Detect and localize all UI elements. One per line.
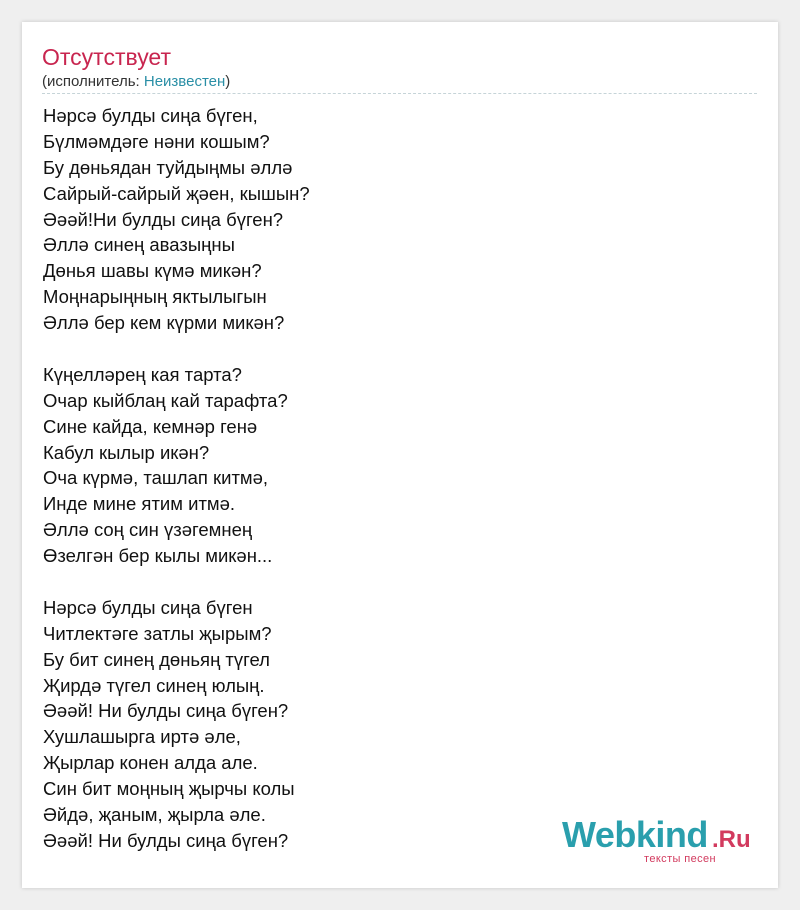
lyric-line: Инде мине ятим итмә.: [43, 493, 236, 515]
logo-tld: .Ru: [712, 826, 751, 853]
lyric-line: Бүлмәмдәге нәни кошым?: [43, 130, 270, 152]
header-divider: [42, 93, 757, 94]
logo-wordmark: Webkind: [562, 814, 708, 855]
lyric-line: Оча күрмә, ташлап китмә,: [43, 467, 269, 489]
lyric-line: Әллә бер кем күрми микән?: [43, 312, 285, 334]
lyric-line: Хушлашырга иртә әле,: [43, 726, 241, 748]
lyric-line: Әллә соң син үзәгемнең: [43, 519, 253, 541]
stanza-gap: [43, 569, 310, 595]
stanza-3: [43, 595, 310, 854]
lyric-line: Күңелләрең кая тарта?: [43, 363, 242, 385]
lyric-line: Сине кайда, кемнәр генә: [43, 415, 258, 437]
lyric-line: Син бит моңның җырчы колы: [43, 778, 295, 800]
lyrics-card: [22, 22, 778, 888]
lyric-line: Әәәй!Ни булды сиңа бүген?: [43, 208, 284, 230]
lyric-line: Әәәй! Ни булды сиңа бүген?: [43, 700, 289, 722]
performer-suffix: ): [225, 73, 231, 90]
lyric-line: Нәрсә булды сиңа бүген,: [43, 105, 258, 126]
lyric-line: Әллә синең авазыңны: [43, 234, 235, 256]
lyric-line: Дөнья шавы күмә микән?: [43, 260, 262, 282]
lyric-line: Очар кыйблаң кай тарафта?: [43, 389, 288, 411]
lyric-line: Бу дөньядан туйдыңмы әллә: [43, 156, 293, 178]
lyric-line: Читлектәге затлы җырым?: [43, 622, 272, 644]
lyric-line: Әәәй! Ни булды сиңа бүген?: [43, 829, 289, 851]
song-title: Отсутствует: [42, 44, 171, 70]
lyric-line: Өзелгән бер кылы микән...: [43, 545, 273, 567]
performer-link[interactable]: Неизвестен: [143, 73, 226, 90]
lyric-line: Җырлар конен алда але.: [43, 752, 258, 774]
lyrics-text: [43, 103, 310, 854]
lyric-line: Кабул кылыр икән?: [43, 441, 210, 463]
lyric-line: Сайрый-сайрый җәен, кышын?: [43, 182, 310, 204]
lyric-line: Әйдә, җаным, җырла әле.: [43, 804, 266, 826]
lyric-line: Җирдә түгел синең юлың.: [43, 674, 265, 696]
lyric-line: Бу бит синең дөньяң түгел: [43, 648, 270, 670]
stanza-1: [43, 103, 310, 336]
lyric-line: Моңнарыңның яктылыгын: [43, 286, 267, 308]
stanza-gap: [43, 336, 310, 362]
stanza-2: [43, 362, 310, 569]
performer-line: [42, 73, 230, 91]
logo-tagline: тексты песен: [644, 853, 717, 865]
webkind-logo[interactable]: [562, 815, 762, 870]
performer-prefix: (исполнитель:: [42, 73, 144, 90]
lyric-line: Нәрсә булды сиңа бүген: [43, 596, 253, 618]
